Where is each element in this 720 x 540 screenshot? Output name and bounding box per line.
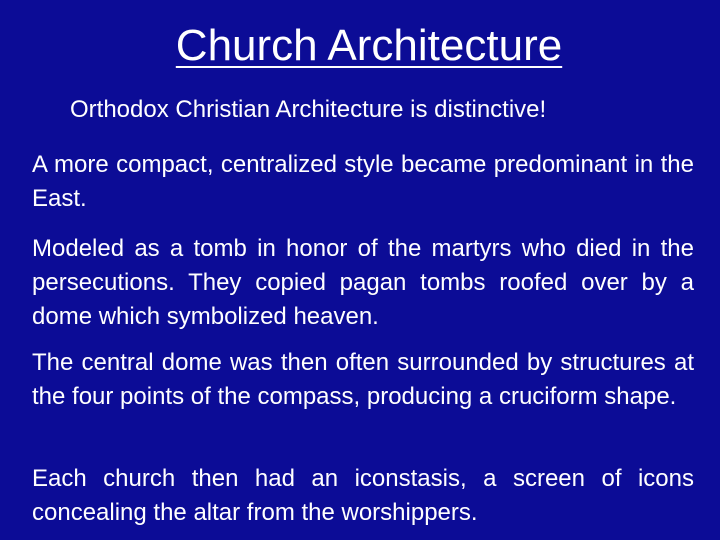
paragraph-tomb-model: Modeled as a tomb in honor of the martyrs who died in the persecutions. They copied pagan tombs roofed over by a dome which symbolized heaven. (32, 235, 694, 330)
slide-subtitle: Orthodox Christian Architecture is distinctive! (70, 96, 547, 123)
paragraph-compact-style: A more compact, centralized style became predominant in the East. (32, 151, 694, 212)
slide-title: Church Architecture (175, 21, 563, 70)
paragraph-iconstasis: Each church then had an iconstasis, a screen of icons concealing the altar from the worshippers. (32, 465, 694, 526)
paragraph-central-dome: The central dome was then often surrounded by structures at the four points of the compass, producing a cruciform shape. (32, 349, 694, 410)
